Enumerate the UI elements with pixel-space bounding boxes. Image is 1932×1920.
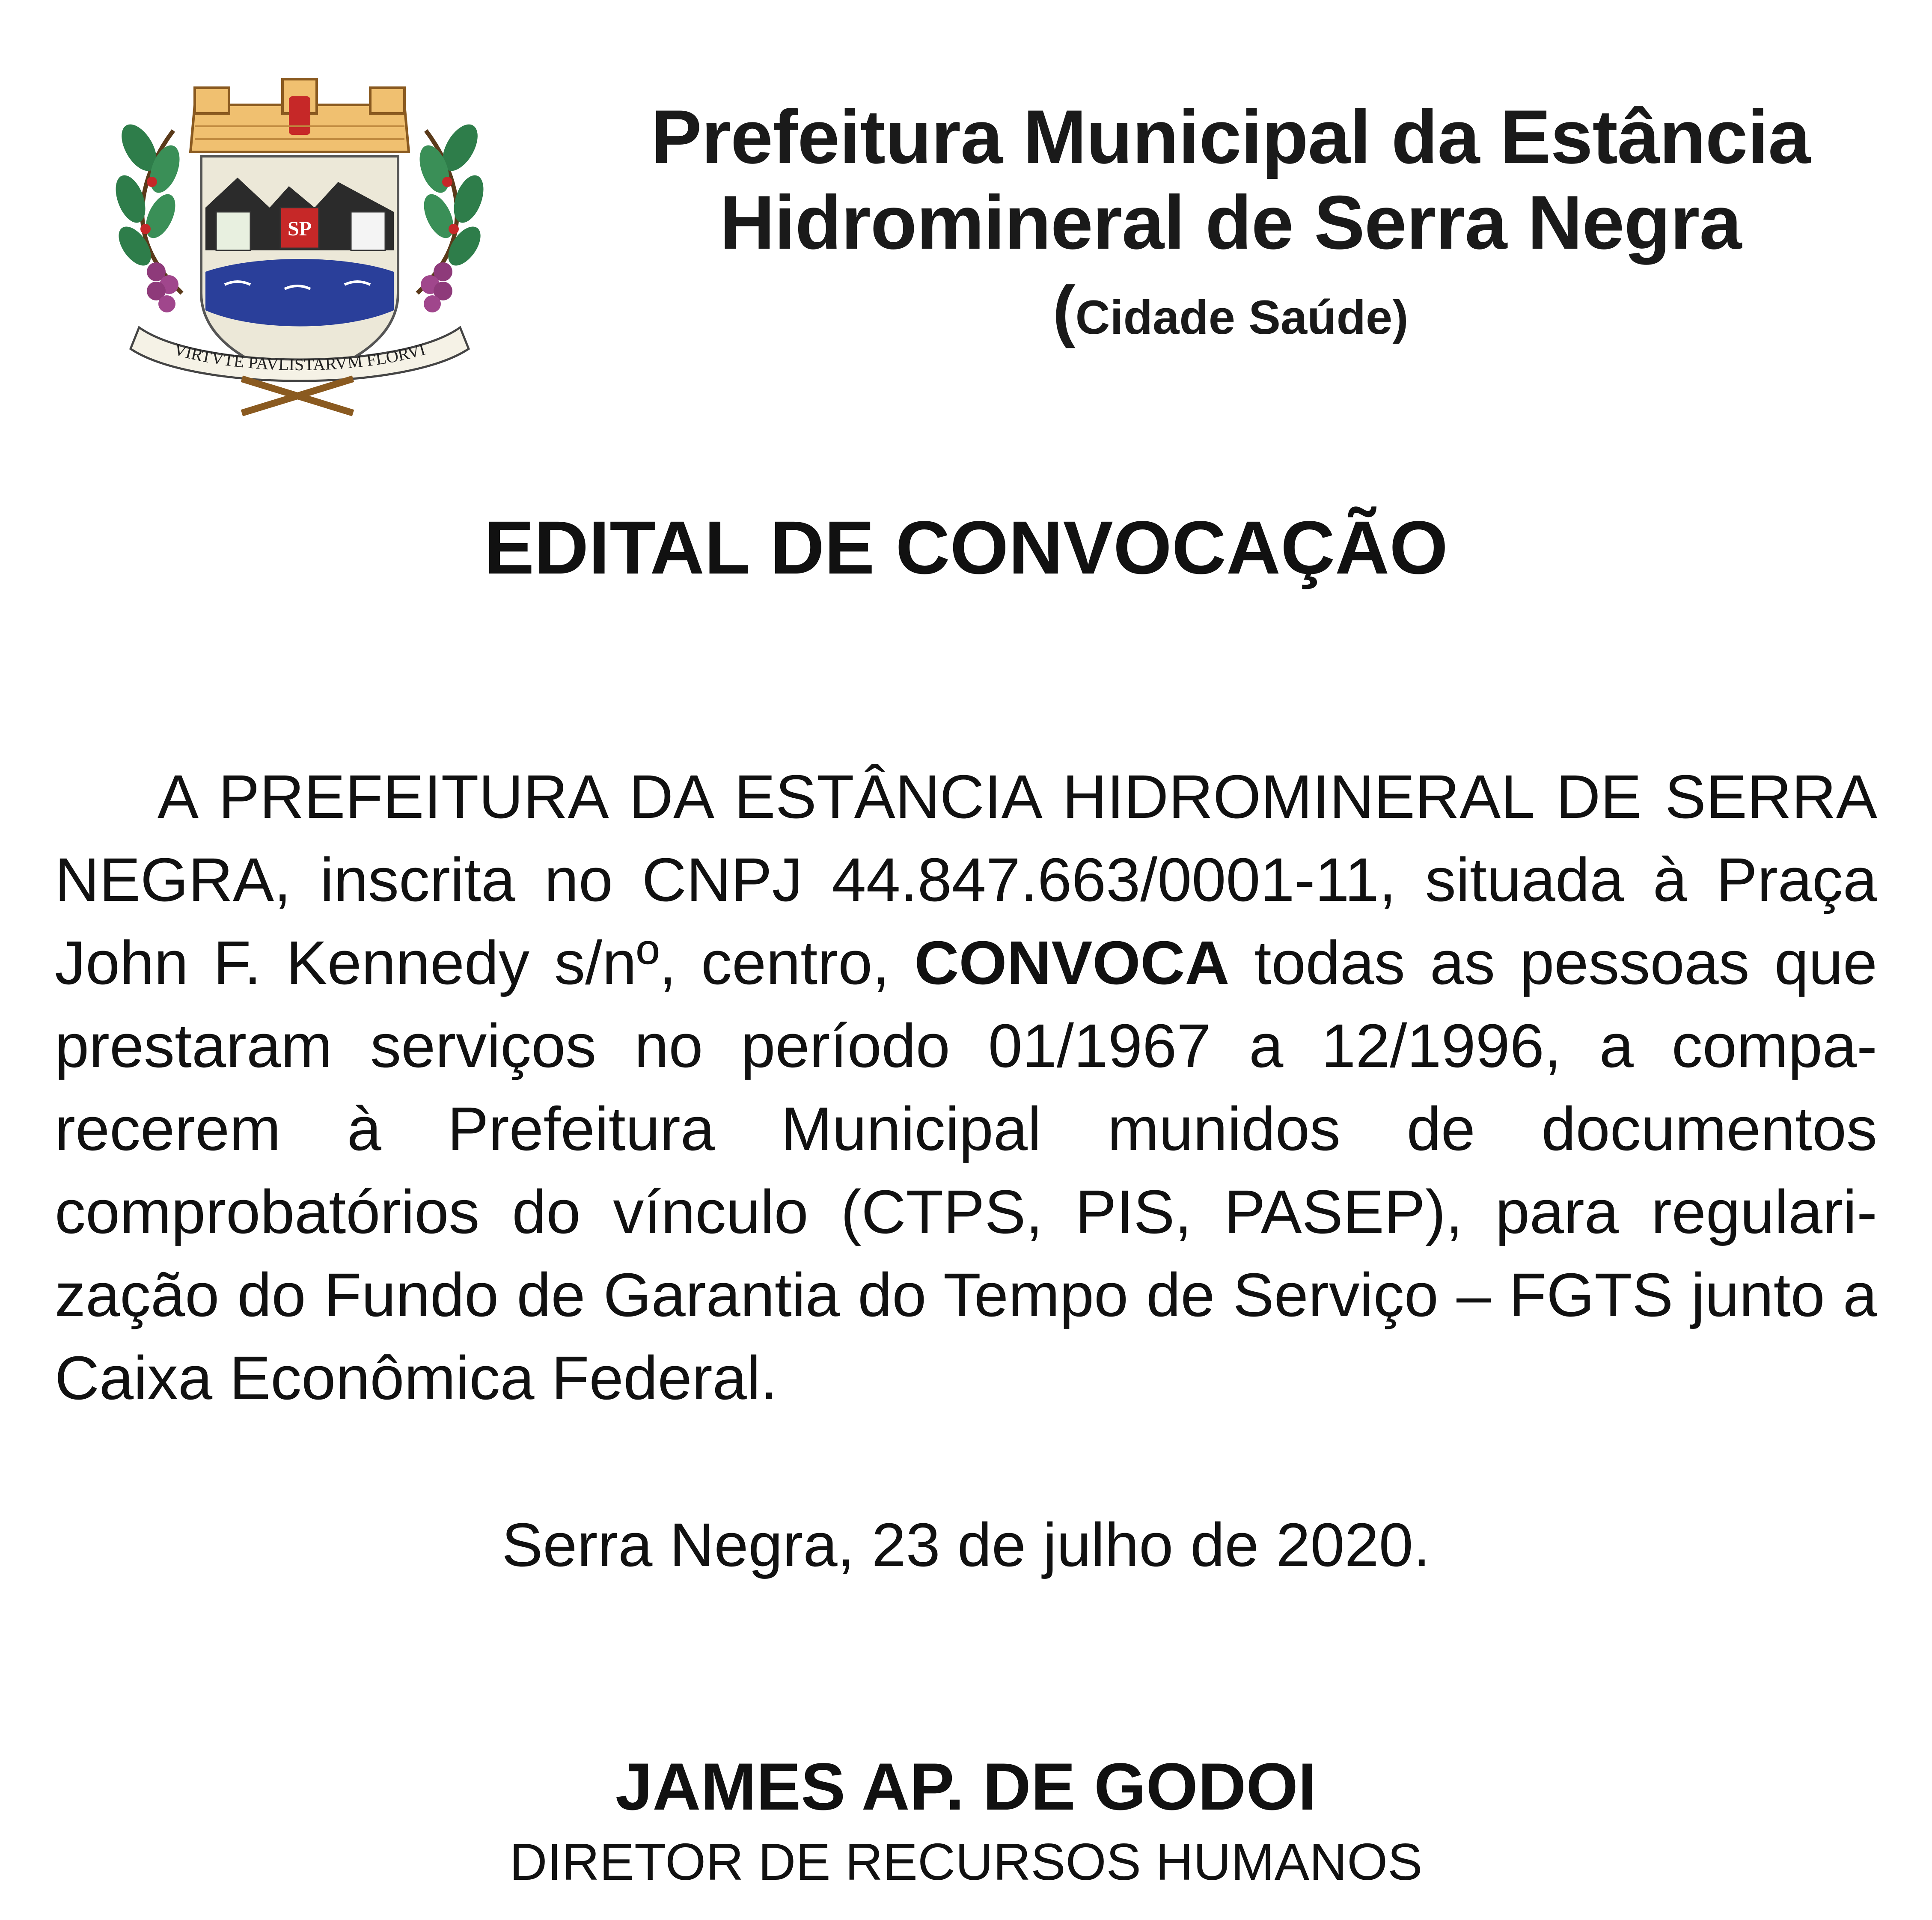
shield — [201, 156, 398, 379]
document-header — [599, 94, 1862, 354]
body-text-part-2: todas as pessoas que prestaram serviços no período 01/1967 a 12/1996, a comparecerem à Prefeitura Municipal munidos de documentos comprobatórios do vínculo (CTPS, PIS, PASEP), para regularização do Fundo de Garantia do Tempo de Serviço – FGTS junto a Caixa Econômica Federal. — [55, 928, 1878, 1412]
left-leaf-branch — [113, 119, 185, 312]
header-subtitle-open-paren: ( — [1052, 272, 1076, 348]
right-leaf-branch — [414, 119, 486, 312]
signatory-role: DIRETOR DE RECURSOS HUMANOS — [509, 1833, 1423, 1891]
shield-monogram: SP — [287, 217, 312, 240]
header-line-2: Hidromineral de Serra Negra — [719, 180, 1742, 265]
body-emphasis: CONVOCA — [914, 928, 1230, 997]
crossed-branches — [242, 379, 353, 413]
document-title: EDITAL DE CONVOCAÇÃO — [484, 506, 1448, 590]
crest-motto: VIRTVTE PAVLISTARVM FLORVI — [172, 339, 428, 374]
mural-crown — [190, 79, 409, 152]
header-line-1: Prefeitura Municipal da Estância — [651, 94, 1810, 179]
document-body — [55, 755, 1877, 1420]
body-text-part-1: A PREFEITURA DA ESTÂNCIA HIDROMINERAL DE SERRA NEGRA, inscrita no CNPJ 44.847.663/0001-11, situada à Praça John F. Kennedy s/nº, centro, — [55, 762, 1877, 997]
signatory-name: JAMES AP. DE GODOI — [615, 1750, 1317, 1824]
header-subtitle — [599, 274, 1862, 354]
municipal-coat-of-arms-logo — [113, 71, 486, 417]
header-subtitle-text: Cidade Saúde) — [1075, 291, 1409, 344]
document-date: Serra Negra, 23 de julho de 2020. — [502, 1510, 1430, 1579]
